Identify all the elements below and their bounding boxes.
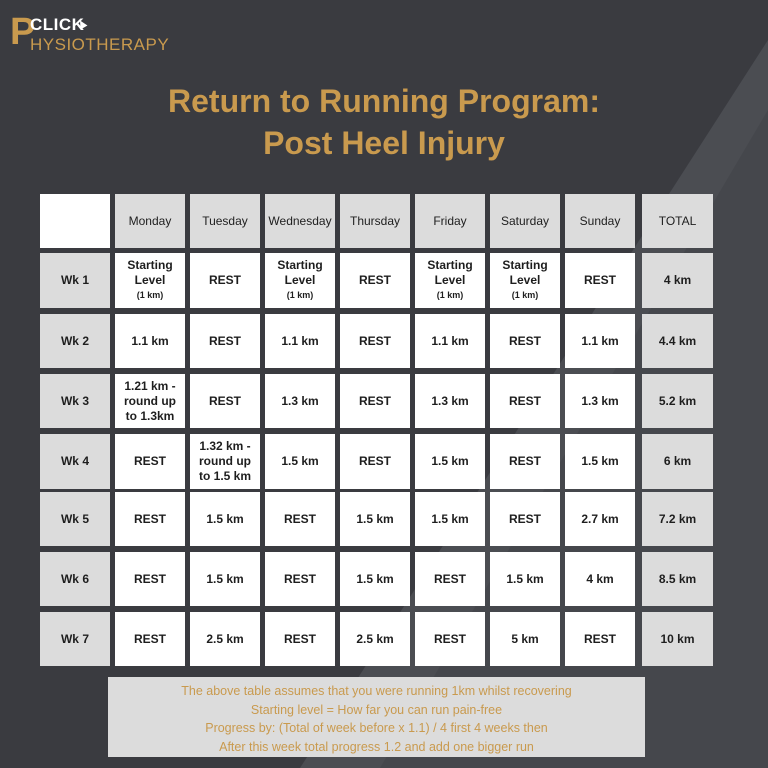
cell-content xyxy=(506,572,543,587)
cell-value: REST xyxy=(433,571,466,586)
cell-content xyxy=(359,394,391,409)
table-corner xyxy=(40,194,110,248)
column-header-tuesday: Tuesday xyxy=(190,194,260,248)
title-line-2: Post Heel Injury xyxy=(263,125,505,161)
schedule-cell xyxy=(415,492,485,546)
cell-value: 1.32 km - round up to 1.5 km xyxy=(198,439,252,483)
cell-content xyxy=(206,512,243,527)
cell-content xyxy=(431,512,468,527)
column-header-saturday: Saturday xyxy=(490,194,560,248)
page-title xyxy=(0,80,768,164)
cell-content xyxy=(134,454,166,469)
cell-value: 1.5 km xyxy=(356,571,394,586)
cell-content xyxy=(209,273,241,288)
cell-content xyxy=(581,512,618,527)
cell-value: REST xyxy=(358,273,391,287)
week-label: Wk 6 xyxy=(40,552,110,606)
cell-content xyxy=(134,632,166,647)
schedule-cell xyxy=(190,552,260,606)
schedule-cell xyxy=(490,314,560,368)
cell-value: 1.1 km xyxy=(131,333,169,348)
cell-content xyxy=(281,394,318,409)
cell-content xyxy=(417,258,483,303)
schedule-cell xyxy=(190,612,260,666)
cell-content xyxy=(431,334,468,349)
schedule-cell xyxy=(340,314,410,368)
logo-line-click: CLICK xyxy=(30,15,85,34)
footer-line: Starting level = How far you can run pain-free xyxy=(250,702,503,717)
footer-line: After this week total progress 1.2 and add one bigger run xyxy=(219,739,534,754)
logo-line-physiotherapy: HYSIOTHERAPY xyxy=(30,35,170,54)
week-label: Wk 3 xyxy=(40,374,110,428)
cell-content xyxy=(359,454,391,469)
cell-subvalue: (1 km) xyxy=(136,290,164,300)
cell-value: 1.5 km xyxy=(281,454,319,468)
schedule-cell xyxy=(265,612,335,666)
cell-value: 2.7 km xyxy=(581,511,619,526)
cell-content xyxy=(431,394,468,409)
cell-content xyxy=(284,632,316,647)
cell-value: 1.5 km xyxy=(206,571,244,586)
cell-value: 1.5 km xyxy=(431,454,469,468)
week-total: 7.2 km xyxy=(642,492,713,546)
week-total: 10 km xyxy=(642,612,713,666)
week-label: Wk 1 xyxy=(40,253,110,308)
cell-subvalue: (1 km) xyxy=(511,290,539,300)
cell-content xyxy=(206,572,243,587)
cell-value: 1.3 km xyxy=(281,393,319,408)
cell-value: REST xyxy=(208,393,241,408)
schedule-cell xyxy=(565,314,635,368)
schedule-cell xyxy=(115,314,185,368)
schedule-cell xyxy=(190,492,260,546)
cell-subvalue: (1 km) xyxy=(436,290,464,300)
schedule-cell xyxy=(490,434,560,489)
cell-value: 1.3 km xyxy=(581,393,619,408)
schedule-cell xyxy=(115,492,185,546)
cell-value: 4 km xyxy=(586,571,614,586)
week-total: 4.4 km xyxy=(642,314,713,368)
cell-content xyxy=(359,273,391,288)
cell-value: 2.5 km xyxy=(356,631,394,646)
cell-value: REST xyxy=(133,454,166,468)
cell-content xyxy=(284,572,316,587)
column-header-sunday: Sunday xyxy=(565,194,635,248)
schedule-cell xyxy=(490,612,560,666)
cell-value: 1.5 km xyxy=(206,511,244,526)
schedule-cell xyxy=(265,492,335,546)
cell-content xyxy=(117,258,183,303)
schedule-cell xyxy=(115,552,185,606)
cell-content xyxy=(117,379,183,424)
cell-value: 1.5 km xyxy=(581,454,619,468)
cell-value: REST xyxy=(133,511,166,526)
cell-content xyxy=(206,632,243,647)
schedule-cell xyxy=(265,374,335,428)
cell-content xyxy=(281,454,318,469)
schedule-cell xyxy=(115,253,185,308)
cell-value: REST xyxy=(433,631,466,646)
logo-mark: P xyxy=(10,11,36,53)
cell-content xyxy=(359,334,391,349)
cell-value: REST xyxy=(508,333,541,348)
week-label: Wk 7 xyxy=(40,612,110,666)
schedule-cell xyxy=(490,253,560,308)
cell-value: 1.5 km xyxy=(431,511,469,526)
cell-content xyxy=(509,454,541,469)
cell-content xyxy=(131,334,168,349)
cell-value: REST xyxy=(508,393,541,408)
schedule-cell xyxy=(415,374,485,428)
cell-value: 1.3 km xyxy=(431,393,469,408)
cell-value: REST xyxy=(508,511,541,526)
schedule-cell xyxy=(415,314,485,368)
column-header-thursday: Thursday xyxy=(340,194,410,248)
cell-content xyxy=(509,394,541,409)
title-line-1: Return to Running Program: xyxy=(168,83,600,119)
schedule-cell xyxy=(190,253,260,308)
schedule-cell xyxy=(190,314,260,368)
cell-content xyxy=(356,512,393,527)
cell-value: REST xyxy=(358,454,391,468)
schedule-cell xyxy=(565,434,635,489)
cell-content xyxy=(434,572,466,587)
schedule-cell xyxy=(415,552,485,606)
cell-value: REST xyxy=(583,273,616,287)
cell-value: REST xyxy=(358,393,391,408)
week-label: Wk 5 xyxy=(40,492,110,546)
schedule-cell xyxy=(565,374,635,428)
schedule-cell xyxy=(415,434,485,489)
cell-content xyxy=(209,334,241,349)
footer-line: The above table assumes that you were running 1km whilst recovering xyxy=(181,684,572,698)
column-header-friday: Friday xyxy=(415,194,485,248)
cell-content xyxy=(584,632,616,647)
schedule-cell xyxy=(490,492,560,546)
cell-content xyxy=(581,394,618,409)
schedule-cell xyxy=(565,612,635,666)
schedule-cell xyxy=(340,434,410,489)
cell-subvalue: (1 km) xyxy=(286,290,314,300)
cell-content xyxy=(511,632,538,647)
week-total: 5.2 km xyxy=(642,374,713,428)
cell-content xyxy=(586,572,613,587)
column-header-total: TOTAL xyxy=(642,194,713,248)
cell-content xyxy=(431,454,468,469)
cell-content xyxy=(581,454,618,469)
cell-value: 1.5 km xyxy=(506,571,544,586)
cell-content xyxy=(356,632,393,647)
cell-value: REST xyxy=(283,571,316,586)
cell-content xyxy=(134,572,166,587)
week-total: 6 km xyxy=(642,434,713,489)
schedule-cell xyxy=(565,492,635,546)
cell-value: REST xyxy=(583,631,616,646)
schedule-cell xyxy=(340,492,410,546)
cell-value: Starting Level xyxy=(502,258,548,287)
week-total: 8.5 km xyxy=(642,552,713,606)
cell-value: Starting Level xyxy=(427,258,473,287)
schedule-cell xyxy=(115,434,185,489)
schedule-cell xyxy=(415,253,485,308)
schedule-cell xyxy=(565,552,635,606)
cell-content xyxy=(509,512,541,527)
column-header-wednesday: Wednesday xyxy=(265,194,335,248)
cell-value: Starting Level xyxy=(277,258,323,287)
cell-content xyxy=(192,439,258,484)
schedule-cell xyxy=(340,612,410,666)
schedule-cell xyxy=(340,253,410,308)
cell-value: REST xyxy=(133,631,166,646)
cell-value: REST xyxy=(283,631,316,646)
cell-value: 1.1 km xyxy=(431,333,469,348)
week-label: Wk 2 xyxy=(40,314,110,368)
cell-content xyxy=(492,258,558,303)
cell-value: REST xyxy=(283,511,316,526)
cell-content xyxy=(581,334,618,349)
cell-content xyxy=(209,394,241,409)
cell-content xyxy=(284,512,316,527)
schedule-cell xyxy=(265,314,335,368)
footer-line: Progress by: (Total of week before x 1.1) / 4 first 4 weeks then xyxy=(205,721,548,735)
cell-content xyxy=(281,334,318,349)
cell-value: 2.5 km xyxy=(206,631,244,646)
cell-value: 1.21 km - round up to 1.3km xyxy=(124,378,176,423)
schedule-cell xyxy=(115,374,185,428)
cell-value: REST xyxy=(133,571,166,586)
schedule-cell xyxy=(340,552,410,606)
cell-value: 1.5 km xyxy=(356,511,394,526)
schedule-cell xyxy=(340,374,410,428)
cell-content xyxy=(356,572,393,587)
cell-value: Starting Level xyxy=(127,258,173,287)
schedule-cell xyxy=(490,552,560,606)
cell-value: 1.1 km xyxy=(581,333,619,348)
column-header-monday: Monday xyxy=(115,194,185,248)
schedule-cell xyxy=(190,374,260,428)
cell-content xyxy=(434,632,466,647)
cell-value: 5 km xyxy=(511,631,539,646)
week-total: 4 km xyxy=(642,253,713,308)
schedule-cell xyxy=(265,253,335,308)
schedule-cell xyxy=(115,612,185,666)
cell-value: REST xyxy=(508,454,541,468)
cell-content xyxy=(509,334,541,349)
week-label: Wk 4 xyxy=(40,434,110,489)
schedule-cell xyxy=(565,253,635,308)
cell-value: REST xyxy=(358,333,391,348)
cell-value: REST xyxy=(208,273,241,287)
schedule-cell xyxy=(190,434,260,489)
cell-content xyxy=(584,273,616,288)
schedule-cell xyxy=(415,612,485,666)
cell-content xyxy=(267,258,333,303)
schedule-cell xyxy=(265,434,335,489)
cell-value: REST xyxy=(208,333,241,348)
cell-value: 1.1 km xyxy=(281,333,319,348)
cell-content xyxy=(134,512,166,527)
schedule-cell xyxy=(490,374,560,428)
footer-notes xyxy=(108,677,645,757)
schedule-cell xyxy=(265,552,335,606)
